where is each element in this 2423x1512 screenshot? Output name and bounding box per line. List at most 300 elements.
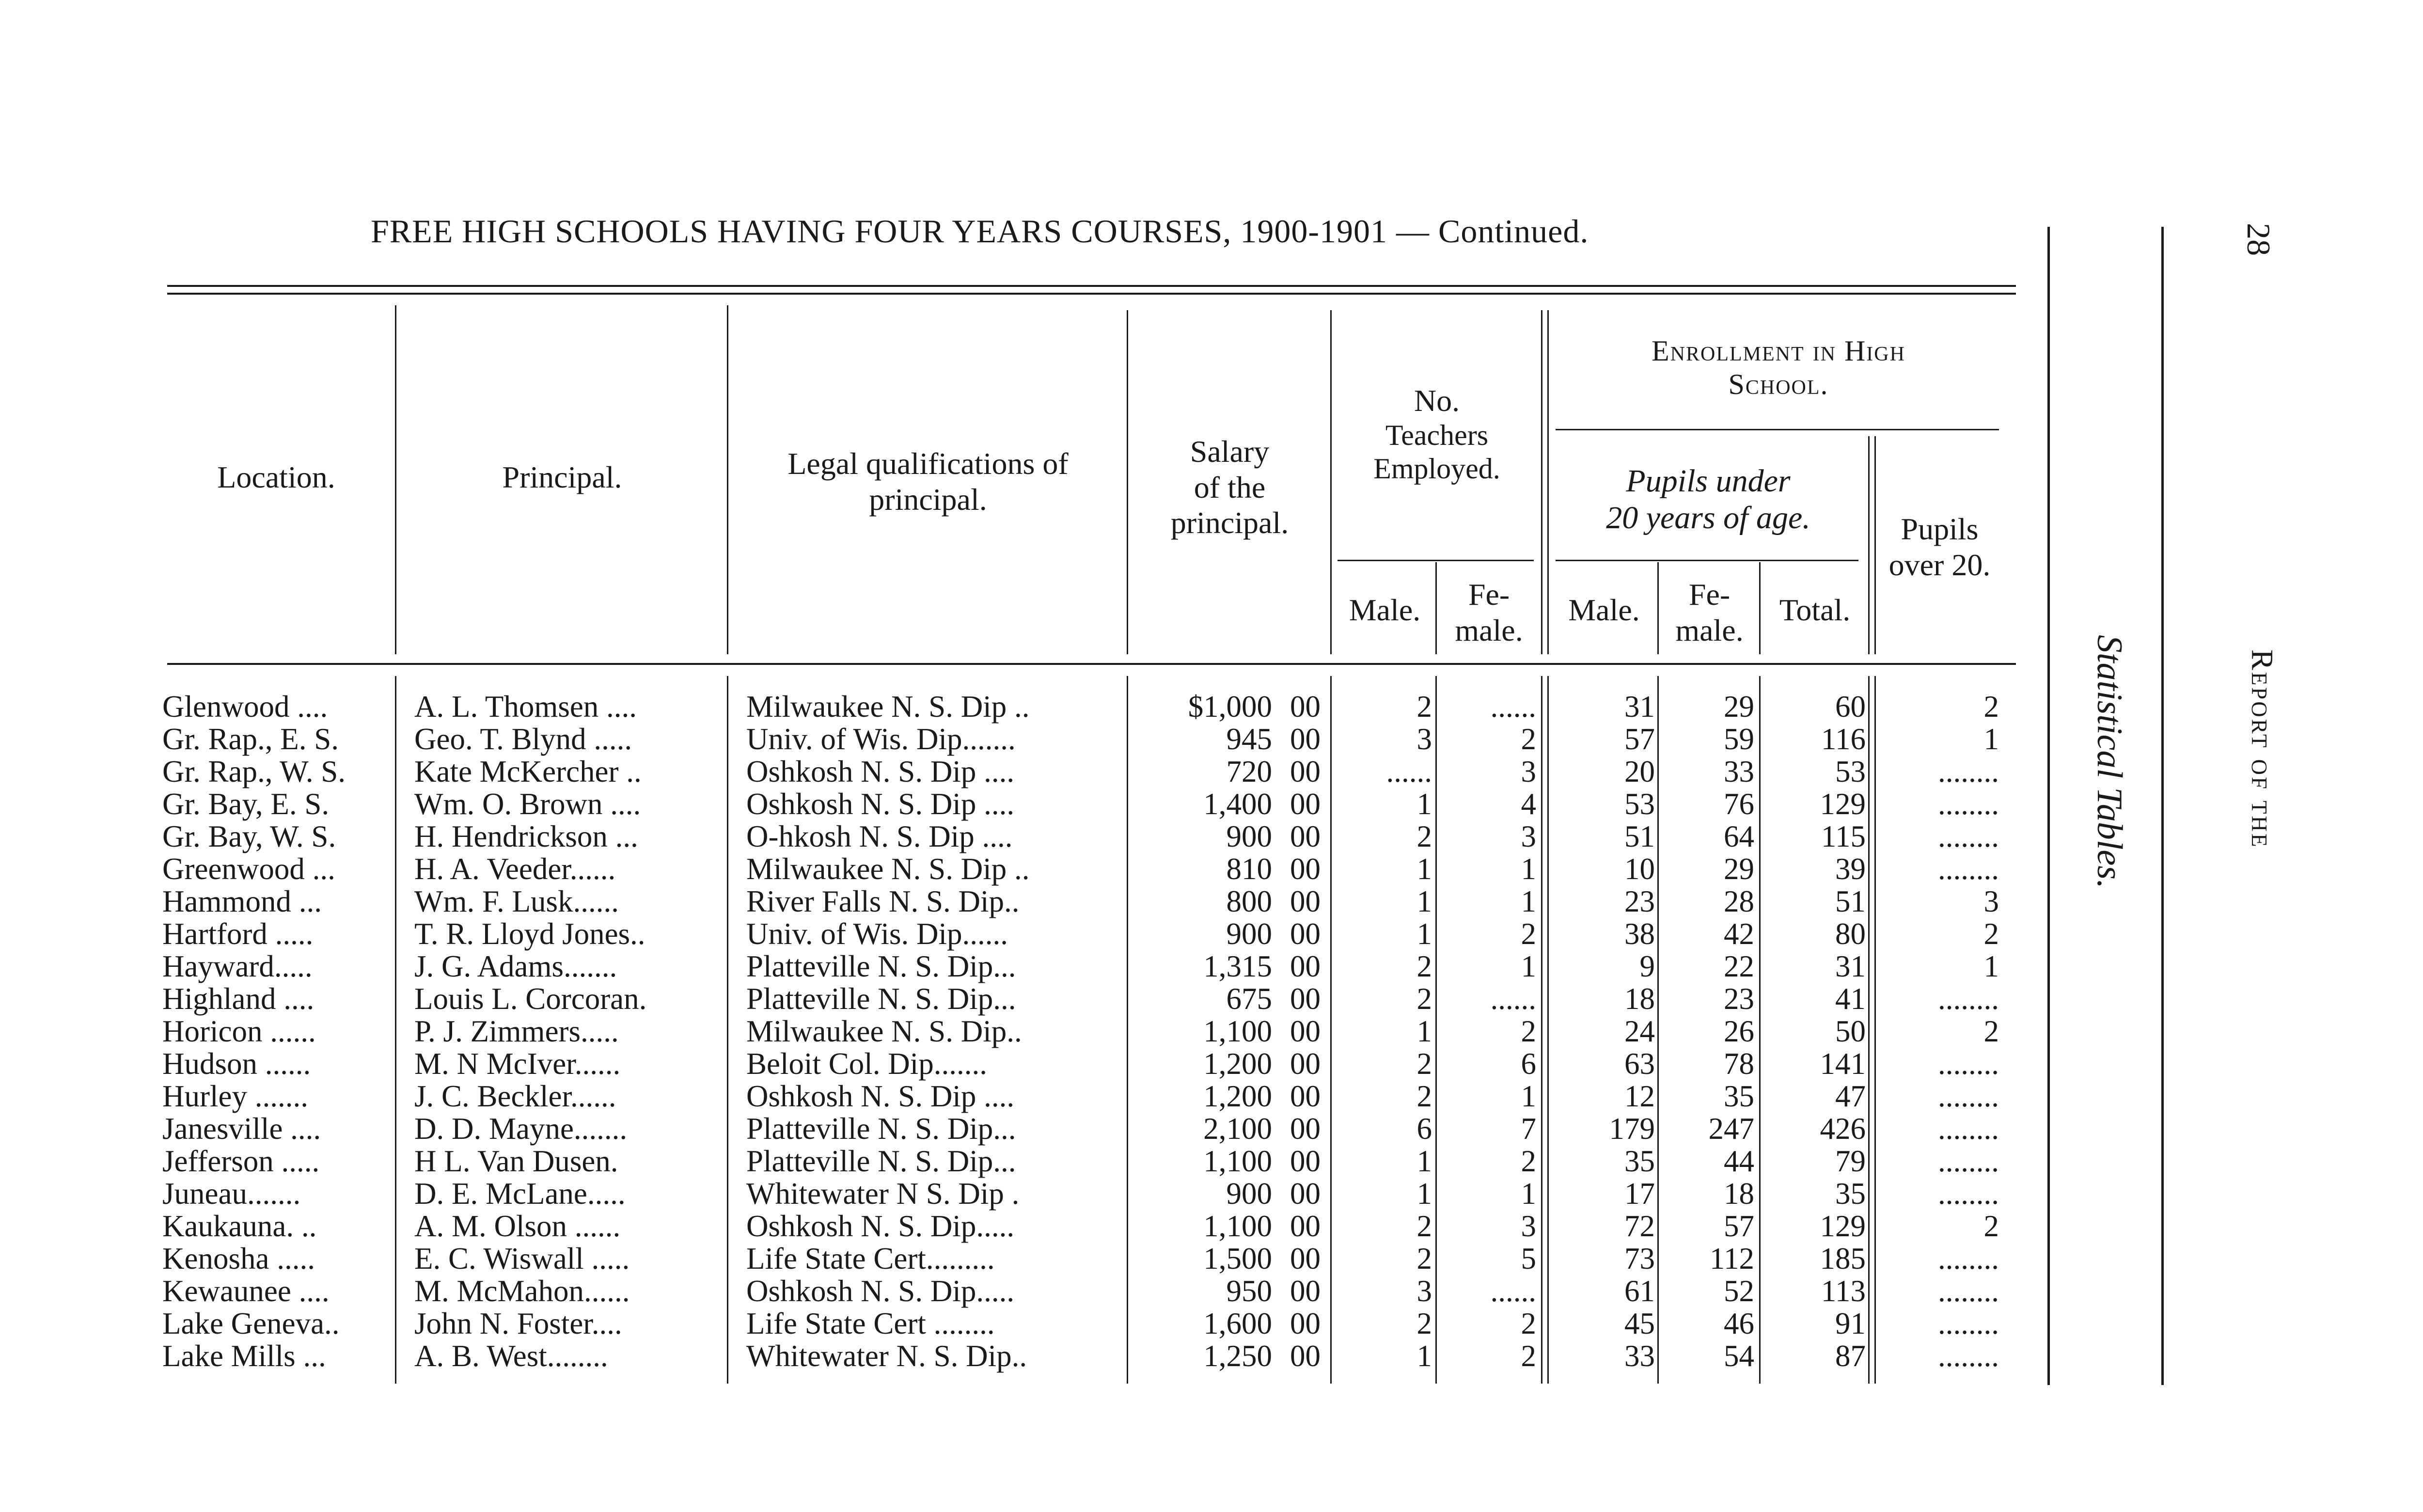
cell-salary: 1,100 (1203, 1144, 1272, 1178)
cell-salary: 810 (1226, 852, 1272, 886)
cell-teachers-female: 1 (1521, 949, 1536, 983)
cell-salary: 900 (1226, 819, 1272, 853)
cell-qualification: Oshkosh N. S. Dip .... (746, 787, 1015, 821)
cell-pupils-total: 91 (1835, 1307, 1866, 1340)
cell-salary-cents: 00 (1290, 690, 1321, 724)
header-salary-line: Salary (1190, 434, 1270, 469)
cell-pupils-over20: 2 (1983, 1014, 1999, 1048)
cell-pupils-male: 45 (1624, 1307, 1655, 1340)
cell-pupils-male: 33 (1624, 1339, 1655, 1373)
cell-pupils-male: 73 (1624, 1242, 1655, 1276)
header-divider (1657, 562, 1659, 654)
cell-salary: 1,250 (1203, 1339, 1272, 1373)
cell-teachers-female: 2 (1521, 1144, 1536, 1178)
cell-qualification: Platteville N. S. Dip... (746, 982, 1016, 1016)
top-double-rule (167, 285, 2016, 287)
cell-location: Lake Mills ... (162, 1339, 326, 1373)
cell-teachers-female: 7 (1521, 1112, 1536, 1146)
cell-teachers-female: 1 (1521, 884, 1536, 918)
cell-pupils-over20: ........ (1938, 1339, 1999, 1373)
cell-pupils-male: 53 (1624, 787, 1655, 821)
running-head: Report of the (2245, 649, 2280, 849)
cell-salary-cents: 00 (1290, 722, 1321, 756)
cell-salary: 1,200 (1203, 1047, 1272, 1081)
cell-teachers-female: 3 (1521, 1209, 1536, 1243)
cell-location: Gr. Bay, W. S. (162, 819, 336, 853)
cell-teachers-male: 1 (1416, 852, 1432, 886)
cell-pupils-female: 26 (1724, 1014, 1754, 1048)
cell-location: Janesville .... (162, 1112, 321, 1146)
cell-pupils-total: 47 (1835, 1079, 1866, 1113)
cell-salary: 950 (1226, 1274, 1272, 1308)
cell-teachers-male: 1 (1416, 917, 1432, 951)
cell-teachers-male: 2 (1416, 1047, 1432, 1081)
cell-teachers-female: 4 (1521, 787, 1536, 821)
page-title: FREE HIGH SCHOOLS HAVING FOUR YEARS COURSES, 1900-1901 — Continued. (371, 213, 1589, 250)
header-teachers-female (1437, 577, 1541, 648)
cell-pupils-female: 33 (1724, 755, 1754, 788)
cell-pupils-female: 22 (1724, 949, 1754, 983)
header-pupils-female-line: male. (1675, 613, 1744, 647)
cell-teachers-male: 2 (1416, 819, 1432, 853)
cell-pupils-total: 185 (1820, 1242, 1866, 1276)
cell-salary: 1,315 (1203, 949, 1272, 983)
header-bottom-rule (167, 663, 2016, 665)
cell-pupils-total: 115 (1821, 819, 1866, 853)
cell-salary-cents: 00 (1290, 1307, 1321, 1340)
cell-location: Lake Geneva.. (162, 1307, 340, 1340)
cell-pupils-male: 12 (1624, 1079, 1655, 1113)
cell-teachers-male: 1 (1416, 884, 1432, 918)
cell-teachers-female: 1 (1521, 852, 1536, 886)
cell-teachers-male: 1 (1416, 787, 1432, 821)
table-row (0, 1210, 2035, 1243)
header-teachers-female-line: Fe- (1468, 577, 1510, 612)
cell-pupils-over20: 1 (1983, 722, 1999, 756)
cell-pupils-total: 53 (1835, 755, 1866, 788)
table-row (0, 1113, 2035, 1145)
table-row (0, 1178, 2035, 1210)
table-row (0, 1275, 2035, 1307)
cell-pupils-female: 18 (1724, 1177, 1754, 1211)
cell-teachers-female: 1 (1521, 1079, 1536, 1113)
cell-qualification: Beloit Col. Dip....... (746, 1047, 988, 1081)
cell-salary-cents: 00 (1290, 1079, 1321, 1113)
cell-pupils-total: 87 (1835, 1339, 1866, 1373)
table-row (0, 820, 2035, 853)
header-pupils-female-line: Fe- (1688, 577, 1731, 612)
cell-pupils-male: 35 (1624, 1144, 1655, 1178)
cell-location: Hammond ... (162, 884, 322, 918)
cell-location: Kenosha ..... (162, 1242, 315, 1276)
cell-qualification: O-hkosh N. S. Dip .... (746, 819, 1013, 853)
cell-location: Highland .... (162, 982, 315, 1016)
header-enrollment-line: Enrollment in High (1652, 335, 1905, 367)
cell-pupils-over20: 2 (1983, 690, 1999, 724)
cell-teachers-male: 1 (1416, 1339, 1432, 1373)
cell-teachers-female: 5 (1521, 1242, 1536, 1276)
cell-location: Horicon ...... (162, 1014, 316, 1048)
header-divider (1874, 436, 1876, 654)
cell-salary-cents: 00 (1290, 819, 1321, 853)
cell-location: Jefferson ..... (162, 1144, 320, 1178)
cell-principal: Geo. T. Blynd ..... (414, 722, 632, 756)
cell-teachers-male: 2 (1416, 1242, 1432, 1276)
cell-salary-cents: 00 (1290, 982, 1321, 1016)
cell-principal: A. L. Thomsen .... (414, 690, 637, 724)
header-salary (1129, 434, 1330, 541)
cell-pupils-total: 129 (1820, 787, 1866, 821)
table-row (0, 1145, 2035, 1178)
cell-pupils-male: 17 (1624, 1177, 1655, 1211)
cell-qualification: Univ. of Wis. Dip....... (746, 722, 1016, 756)
cell-pupils-female: 57 (1724, 1209, 1754, 1243)
header-qualifications-line: principal. (869, 482, 987, 517)
cell-qualification: Platteville N. S. Dip... (746, 949, 1016, 983)
cell-teachers-male: 1 (1416, 1014, 1432, 1048)
cell-pupils-over20: ........ (1938, 982, 1999, 1016)
cell-teachers-female: ...... (1490, 690, 1536, 724)
cell-salary: 945 (1226, 722, 1272, 756)
margin-rule-inner (2047, 227, 2050, 1385)
cell-teachers-male: 1 (1416, 1177, 1432, 1211)
cell-principal: M. N McIver...... (414, 1047, 621, 1081)
cell-principal: H. Hendrickson ... (414, 819, 638, 853)
enrollment-subrule (1556, 429, 1999, 430)
table-row (0, 1340, 2035, 1372)
cell-pupils-over20: ........ (1938, 755, 1999, 788)
cell-pupils-total: 31 (1835, 949, 1866, 983)
cell-teachers-female: 3 (1521, 819, 1536, 853)
table-row (0, 885, 2035, 918)
cell-teachers-male: ...... (1386, 755, 1432, 788)
cell-teachers-female: ...... (1490, 982, 1536, 1016)
cell-teachers-female: 2 (1521, 1339, 1536, 1373)
cell-qualification: Milwaukee N. S. Dip .. (746, 852, 1030, 886)
cell-pupils-over20: 1 (1983, 949, 1999, 983)
header-divider (727, 305, 728, 654)
cell-pupils-female: 28 (1724, 884, 1754, 918)
cell-location: Kaukauna. .. (162, 1209, 317, 1243)
cell-pupils-over20: ........ (1938, 1144, 1999, 1178)
cell-principal: H. A. Veeder...... (414, 852, 616, 886)
cell-pupils-female: 35 (1724, 1079, 1754, 1113)
cell-salary: 1,400 (1203, 787, 1272, 821)
cell-qualification: Whitewater N S. Dip . (746, 1177, 1020, 1211)
cell-pupils-female: 247 (1708, 1112, 1754, 1146)
cell-salary: 1,500 (1203, 1242, 1272, 1276)
cell-teachers-male: 2 (1416, 1209, 1432, 1243)
cell-pupils-male: 51 (1624, 819, 1655, 853)
cell-pupils-over20: ........ (1938, 1307, 1999, 1340)
cell-pupils-female: 112 (1709, 1242, 1754, 1276)
cell-pupils-total: 141 (1820, 1047, 1866, 1081)
cell-pupils-female: 64 (1724, 819, 1754, 853)
cell-principal: D. E. McLane..... (414, 1177, 626, 1211)
header-under20-line: 20 years of age. (1606, 500, 1810, 536)
cell-principal: M. McMahon...... (414, 1274, 630, 1308)
cell-principal: P. J. Zimmers..... (414, 1014, 619, 1048)
cell-salary-cents: 00 (1290, 1144, 1321, 1178)
header-teachers-line: Employed. (1373, 452, 1500, 485)
header-location: Location. (217, 460, 335, 494)
cell-pupils-total: 129 (1820, 1209, 1866, 1243)
table-row (0, 853, 2035, 885)
top-double-rule-lower (167, 293, 2016, 295)
header-divider (1547, 310, 1549, 654)
header-pupils-male: Male. (1568, 593, 1640, 627)
cell-teachers-male: 3 (1416, 722, 1432, 756)
cell-location: Glenwood .... (162, 690, 328, 724)
cell-salary-cents: 00 (1290, 787, 1321, 821)
cell-salary: 1,100 (1203, 1014, 1272, 1048)
cell-salary: 2,100 (1203, 1112, 1272, 1146)
cell-salary-cents: 00 (1290, 1242, 1321, 1276)
cell-pupils-total: 41 (1835, 982, 1866, 1016)
header-under20 (1551, 463, 1866, 536)
cell-teachers-male: 2 (1416, 690, 1432, 724)
cell-pupils-female: 59 (1724, 722, 1754, 756)
cell-pupils-male: 10 (1624, 852, 1655, 886)
cell-salary-cents: 00 (1290, 1112, 1321, 1146)
cell-qualification: Platteville N. S. Dip... (746, 1144, 1016, 1178)
cell-pupils-total: 60 (1835, 690, 1866, 724)
cell-pupils-total: 116 (1821, 722, 1866, 756)
header-divider (1330, 310, 1332, 654)
cell-salary: 1,100 (1203, 1209, 1272, 1243)
header-over20-line: over 20. (1888, 547, 1991, 582)
cell-pupils-male: 38 (1624, 917, 1655, 951)
header-teachers-no: No. (1414, 383, 1460, 418)
cell-pupils-male: 61 (1624, 1274, 1655, 1308)
table-row (0, 918, 2035, 950)
cell-pupils-over20: ........ (1938, 1112, 1999, 1146)
cell-salary-cents: 00 (1290, 1339, 1321, 1373)
cell-salary-cents: 00 (1290, 852, 1321, 886)
cell-principal: D. D. Mayne....... (414, 1112, 628, 1146)
cell-pupils-total: 35 (1835, 1177, 1866, 1211)
cell-salary: 720 (1226, 755, 1272, 788)
cell-teachers-male: 2 (1416, 982, 1432, 1016)
cell-pupils-over20: ........ (1938, 1079, 1999, 1113)
cell-pupils-total: 39 (1835, 852, 1866, 886)
cell-salary: 900 (1226, 917, 1272, 951)
cell-principal: Wm. F. Lusk...... (414, 884, 619, 918)
cell-qualification: Whitewater N. S. Dip.. (746, 1339, 1027, 1373)
table-row (0, 1307, 2035, 1340)
cell-location: Gr. Rap., W. S. (162, 755, 346, 788)
cell-salary: 900 (1226, 1177, 1272, 1211)
cell-salary-cents: 00 (1290, 1274, 1321, 1308)
cell-salary: 675 (1226, 982, 1272, 1016)
cell-teachers-male: 3 (1416, 1274, 1432, 1308)
cell-qualification: Life State Cert......... (746, 1242, 995, 1276)
cell-pupils-male: 20 (1624, 755, 1655, 788)
cell-principal: A. B. West........ (414, 1339, 608, 1373)
header-divider (395, 305, 396, 654)
cell-pupils-male: 9 (1639, 949, 1655, 983)
header-qualifications (729, 446, 1127, 517)
cell-salary-cents: 00 (1290, 917, 1321, 951)
cell-salary-cents: 00 (1290, 1177, 1321, 1211)
header-pupils-female (1660, 577, 1759, 648)
cell-pupils-female: 29 (1724, 690, 1754, 724)
cell-salary: 1,200 (1203, 1079, 1272, 1113)
cell-location: Hudson ...... (162, 1047, 311, 1081)
cell-pupils-total: 80 (1835, 917, 1866, 951)
cell-pupils-total: 113 (1821, 1274, 1866, 1308)
table-row (0, 788, 2035, 820)
header-under20-line: Pupils under (1626, 463, 1791, 499)
cell-pupils-female: 52 (1724, 1274, 1754, 1308)
cell-pupils-total: 79 (1835, 1144, 1866, 1178)
table-row (0, 1015, 2035, 1048)
under20-subrule (1556, 560, 1858, 561)
cell-pupils-over20: ........ (1938, 1177, 1999, 1211)
header-divider (1759, 562, 1761, 654)
cell-salary-cents: 00 (1290, 1209, 1321, 1243)
cell-principal: Louis L. Corcoran. (414, 982, 647, 1016)
cell-salary-cents: 00 (1290, 1047, 1321, 1081)
cell-pupils-total: 50 (1835, 1014, 1866, 1048)
cell-qualification: Oshkosh N. S. Dip..... (746, 1274, 1015, 1308)
cell-qualification: Oshkosh N. S. Dip .... (746, 755, 1015, 788)
cell-qualification: Platteville N. S. Dip... (746, 1112, 1016, 1146)
cell-qualification: Milwaukee N. S. Dip.. (746, 1014, 1022, 1048)
margin-rule-outer (2161, 227, 2164, 1385)
cell-pupils-over20: ........ (1938, 819, 1999, 853)
header-teachers (1333, 383, 1541, 486)
cell-pupils-over20: 3 (1983, 884, 1999, 918)
cell-teachers-female: 2 (1521, 722, 1536, 756)
header-over20-line: Pupils (1901, 512, 1979, 546)
cell-teachers-female: 2 (1521, 1307, 1536, 1340)
header-enrollment (1551, 334, 2006, 401)
cell-qualification: Oshkosh N. S. Dip..... (746, 1209, 1015, 1243)
table-row (0, 983, 2035, 1015)
page-number: 28 (2240, 223, 2277, 256)
header-pupils-total: Total. (1779, 593, 1851, 627)
cell-pupils-over20: 2 (1983, 1209, 1999, 1243)
cell-pupils-over20: ........ (1938, 1047, 1999, 1081)
cell-pupils-female: 78 (1724, 1047, 1754, 1081)
table-row (0, 1080, 2035, 1113)
cell-salary-cents: 00 (1290, 1014, 1321, 1048)
cell-location: Gr. Rap., E. S. (162, 722, 339, 756)
cell-principal: J. C. Beckler...... (414, 1079, 616, 1113)
cell-qualification: Univ. of Wis. Dip...... (746, 917, 1008, 951)
cell-teachers-male: 2 (1416, 1079, 1432, 1113)
cell-teachers-female: 3 (1521, 755, 1536, 788)
cell-location: Hurley ....... (162, 1079, 308, 1113)
header-teachers-line: Teachers (1385, 419, 1489, 451)
cell-pupils-male: 57 (1624, 722, 1655, 756)
cell-principal: J. G. Adams....... (414, 949, 617, 983)
header-divider (1541, 310, 1542, 654)
table-row (0, 950, 2035, 983)
cell-qualification: Oshkosh N. S. Dip .... (746, 1079, 1015, 1113)
cell-pupils-female: 44 (1724, 1144, 1754, 1178)
cell-location: Hartford ..... (162, 917, 314, 951)
cell-principal: Kate McKercher .. (414, 755, 642, 788)
cell-teachers-male: 6 (1416, 1112, 1432, 1146)
header-salary-line: principal. (1170, 505, 1289, 540)
cell-pupils-over20: 2 (1983, 917, 1999, 951)
cell-location: Gr. Bay, E. S. (162, 787, 330, 821)
cell-location: Kewaunee .... (162, 1274, 330, 1308)
cell-principal: T. R. Lloyd Jones.. (414, 917, 645, 951)
teachers-subrule (1337, 560, 1534, 561)
cell-qualification: Milwaukee N. S. Dip .. (746, 690, 1030, 724)
table-row (0, 723, 2035, 756)
cell-teachers-female: 2 (1521, 1014, 1536, 1048)
cell-location: Hayward..... (162, 949, 313, 983)
cell-pupils-over20: ........ (1938, 787, 1999, 821)
cell-salary-cents: 00 (1290, 884, 1321, 918)
cell-pupils-female: 42 (1724, 917, 1754, 951)
cell-pupils-total: 426 (1820, 1112, 1866, 1146)
cell-location: Greenwood ... (162, 852, 335, 886)
cell-salary: $1,000 (1188, 690, 1272, 724)
header-over20 (1878, 511, 2001, 583)
cell-principal: E. C. Wiswall ..... (414, 1242, 630, 1276)
cell-salary: 800 (1226, 884, 1272, 918)
cell-pupils-over20: ........ (1938, 1242, 1999, 1276)
cell-pupils-male: 179 (1609, 1112, 1655, 1146)
cell-pupils-over20: ........ (1938, 852, 1999, 886)
table-row (0, 1048, 2035, 1080)
cell-qualification: Life State Cert ........ (746, 1307, 995, 1340)
cell-location: Juneau....... (162, 1177, 301, 1211)
cell-pupils-female: 76 (1724, 787, 1754, 821)
table-row (0, 691, 2035, 723)
table-row (0, 1243, 2035, 1275)
cell-qualification: River Falls N. S. Dip.. (746, 884, 1020, 918)
header-principal: Principal. (502, 460, 622, 494)
cell-pupils-male: 72 (1624, 1209, 1655, 1243)
cell-salary-cents: 00 (1290, 949, 1321, 983)
cell-pupils-female: 29 (1724, 852, 1754, 886)
cell-teachers-male: 1 (1416, 1144, 1432, 1178)
cell-pupils-male: 31 (1624, 690, 1655, 724)
cell-teachers-male: 2 (1416, 949, 1432, 983)
header-teachers-female-line: male. (1455, 613, 1523, 647)
header-qualifications-line: Legal qualifications of (787, 446, 1069, 481)
cell-teachers-female: ...... (1490, 1274, 1536, 1308)
header-divider (1127, 310, 1128, 654)
cell-principal: Wm. O. Brown .... (414, 787, 641, 821)
cell-pupils-female: 46 (1724, 1307, 1754, 1340)
cell-salary: 1,600 (1203, 1307, 1272, 1340)
cell-principal: H L. Van Dusen. (414, 1144, 618, 1178)
cell-teachers-female: 2 (1521, 917, 1536, 951)
header-teachers-male: Male. (1349, 593, 1421, 627)
section-label: Statistical Tables. (2090, 635, 2129, 889)
cell-salary-cents: 00 (1290, 755, 1321, 788)
cell-pupils-male: 23 (1624, 884, 1655, 918)
table-row (0, 756, 2035, 788)
cell-principal: A. M. Olson ...... (414, 1209, 621, 1243)
header-salary-line: of the (1194, 470, 1266, 504)
header-divider (1868, 436, 1870, 654)
cell-pupils-male: 63 (1624, 1047, 1655, 1081)
cell-pupils-male: 24 (1624, 1014, 1655, 1048)
cell-pupils-female: 54 (1724, 1339, 1754, 1373)
cell-pupils-male: 18 (1624, 982, 1655, 1016)
cell-teachers-female: 6 (1521, 1047, 1536, 1081)
header-enrollment-line: School. (1728, 368, 1829, 400)
cell-pupils-total: 51 (1835, 884, 1866, 918)
